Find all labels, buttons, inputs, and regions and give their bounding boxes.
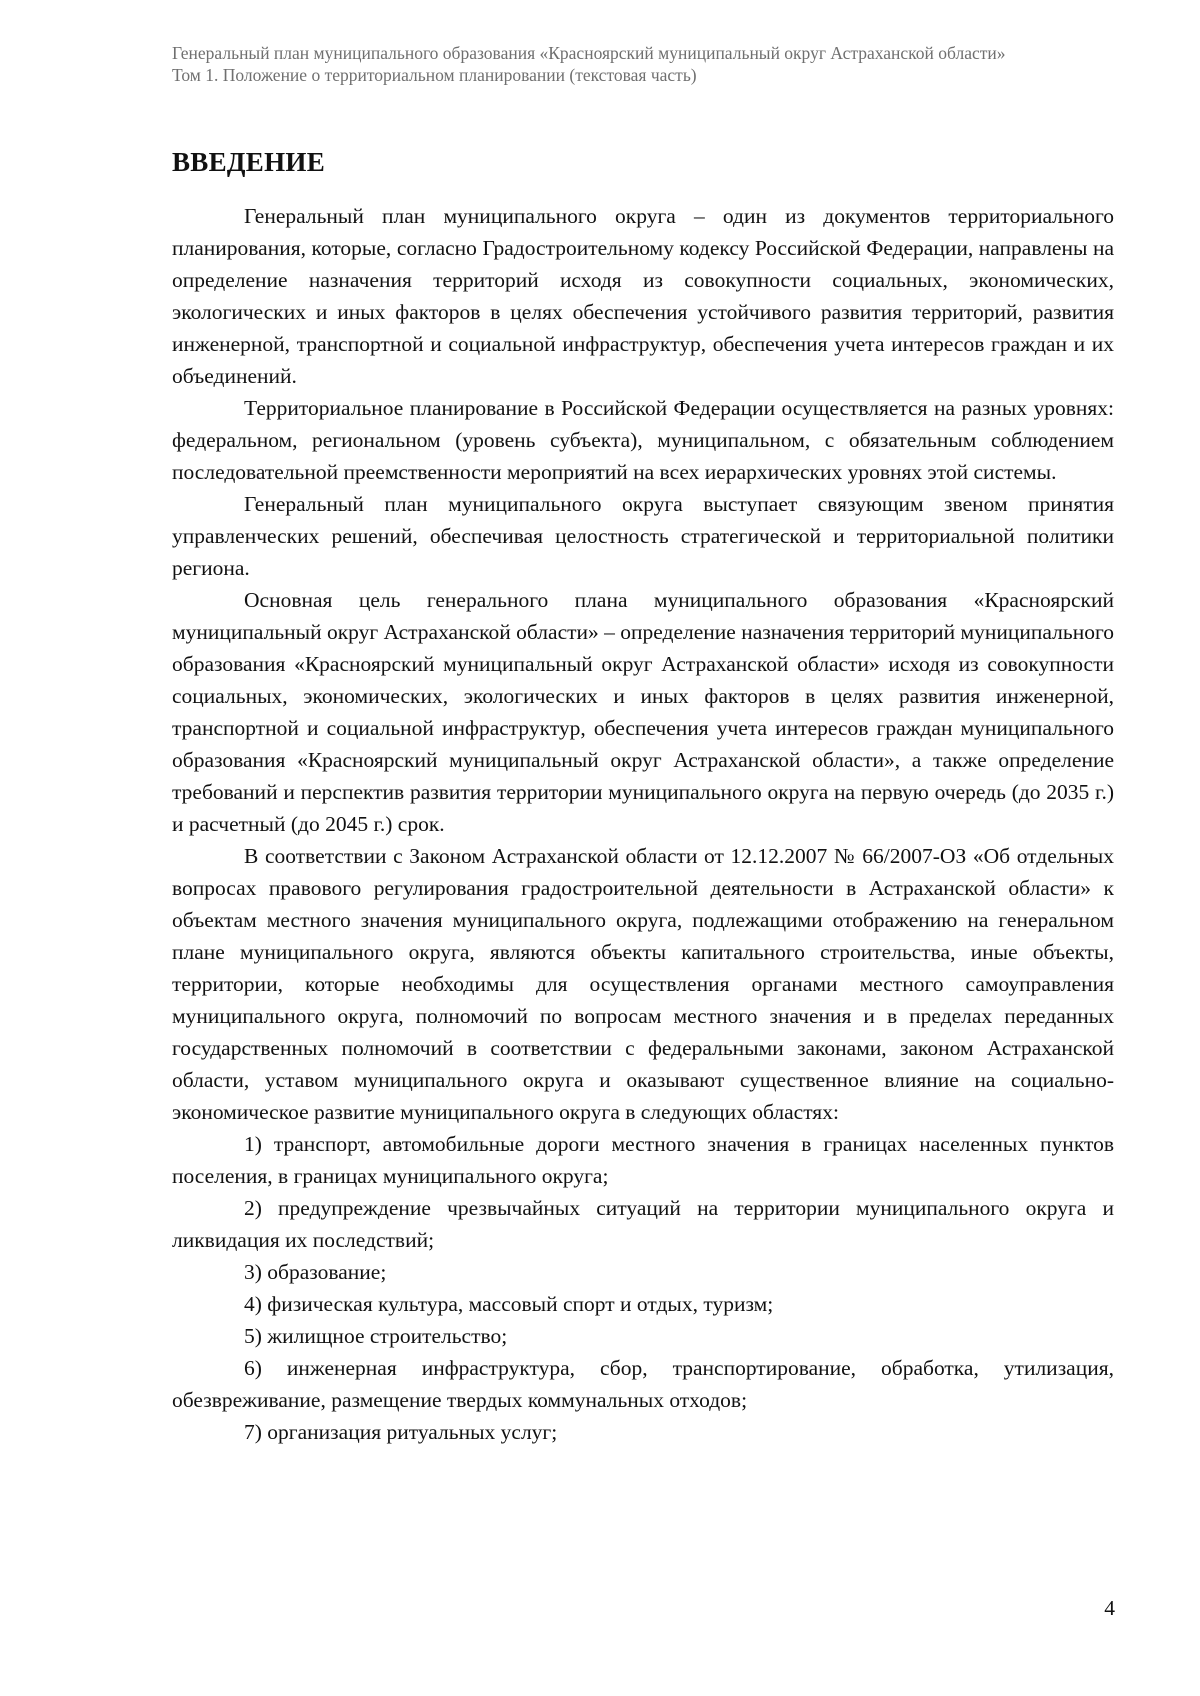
- list-item: 2) предупреждение чрезвычайных ситуаций на территории муниципального округа и ликвидация их последствий;: [172, 1196, 1114, 1252]
- list-item: 6) инженерная инфраструктура, сбор, транспортирование, обработка, утилизация, обезвреживание, размещение твердых коммунальных отходов;: [172, 1356, 1114, 1412]
- running-header: [172, 42, 1114, 86]
- paragraph: Основная цель генерального плана муниципального образования «Красноярский муниципальный округ Астраханской области» – определение назначения территорий муниципального образования «Красноярский муниципальный округ Астраханской области» исходя из совокупности социальных, экономических, экологических и иных факторов в целях развития инженерной, транспортной и социальной инфраструктур, обеспечения учета интересов граждан муниципального образования «Красноярский муниципальный округ Астраханской области», а также определение требований и перспектив развития территории муниципального округа на первую очередь (до 2035 г.) и расчетный (до 2045 г.) срок.: [172, 588, 1114, 836]
- page-number: 4: [1104, 1596, 1115, 1620]
- list-item: 7) организация ритуальных услуг;: [244, 1420, 558, 1444]
- list-item: 4) физическая культура, массовый спорт и отдых, туризм;: [244, 1292, 774, 1316]
- header-volume: Том 1. Положение о территориальном планировании (текстовая часть): [172, 65, 697, 85]
- body-text: [172, 200, 1114, 1448]
- paragraph: Территориальное планирование в Российской Федерации осуществляется на разных уровнях: федеральном, региональном (уровень субъекта), муниципальном, с обязательным соблюдением последовательной преемственности мероприятий на всех иерархических уровнях этой системы.: [172, 396, 1114, 484]
- section-title: ВВЕДЕНИЕ: [172, 147, 326, 177]
- header-title: Генеральный план муниципального образования «Красноярский муниципальный округ Астраханской области»: [172, 43, 1006, 63]
- list-item: 5) жилищное строительство;: [244, 1324, 508, 1348]
- paragraph: Генеральный план муниципального округа выступает связующим звеном принятия управленческих решений, обеспечивая целостность стратегической и территориальной политики региона.: [172, 492, 1114, 580]
- list-item: 1) транспорт, автомобильные дороги местного значения в границах населенных пунктов поселения, в границах муниципального округа;: [172, 1132, 1114, 1188]
- list-item: 3) образование;: [244, 1260, 387, 1284]
- paragraph: В соответствии с Законом Астраханской области от 12.12.2007 № 66/2007-ОЗ «Об отдельных вопросах правового регулирования градостроительной деятельности в Астраханской области» к объектам местного значения муниципального округа, подлежащими отображению на генеральном плане муниципального округа, являются объекты капитального строительства, иные объекты, территории, которые необходимы для осуществления органами местного самоуправления муниципального округа, полномочий по вопросам местного значения и в пределах переданных государственных полномочий в соответствии с федеральными законами, законом Астраханской области, уставом муниципального округа и оказывают существенное влияние на социально-экономическое развитие муниципального округа в следующих областях:: [172, 844, 1114, 1124]
- paragraph: Генеральный план муниципального округа – один из документов территориального планирования, которые, согласно Градостроительному кодексу Российской Федерации, направлены на определение назначения территорий исходя из совокупности социальных, экономических, экологических и иных факторов в целях обеспечения устойчивого развития территорий, развития инженерной, транспортной и социальной инфраструктур, обеспечения учета интересов граждан и их объединений.: [172, 204, 1114, 388]
